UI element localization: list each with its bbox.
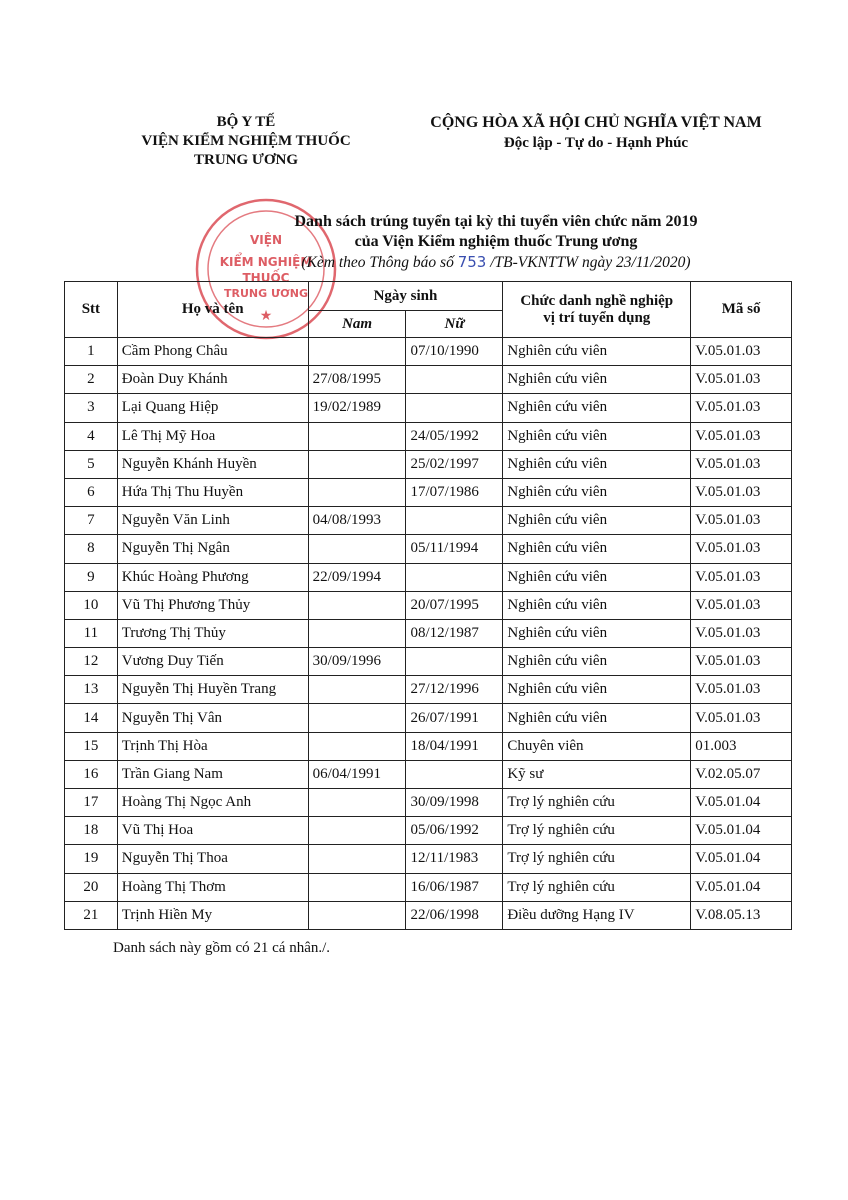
cell-position: Điều dưỡng Hạng IV [503, 901, 691, 929]
cell-birth-male [308, 338, 406, 366]
cell-stt: 5 [65, 450, 118, 478]
cell-name: Trần Giang Nam [117, 760, 308, 788]
table-row [65, 619, 792, 647]
cell-name: Hoàng Thị Ngọc Anh [117, 789, 308, 817]
cell-stt: 9 [65, 563, 118, 591]
table-row [65, 901, 792, 929]
cell-stt: 12 [65, 648, 118, 676]
cell-name: Nguyễn Thị Vân [117, 704, 308, 732]
cell-name: Khúc Hoàng Phương [117, 563, 308, 591]
cell-position: Trợ lý nghiên cứu [503, 873, 691, 901]
cell-birth-female [406, 760, 503, 788]
cell-position: Nghiên cứu viên [503, 563, 691, 591]
cell-birth-male: 22/09/1994 [308, 563, 406, 591]
table-row [65, 394, 792, 422]
cell-name: Nguyễn Thị Thoa [117, 845, 308, 873]
cell-name: Hoàng Thị Thơm [117, 873, 308, 901]
cell-name: Trịnh Hiền My [117, 901, 308, 929]
cell-code: V.05.01.03 [691, 535, 792, 563]
cell-stt: 17 [65, 789, 118, 817]
cell-code: V.02.05.07 [691, 760, 792, 788]
table-row [65, 338, 792, 366]
motto: Độc lập - Tự do - Hạnh Phúc [503, 135, 689, 151]
document-title: Danh sách trúng tuyển tại kỳ thi tuyển viên chức năm 2019 [294, 213, 698, 230]
document-subtitle: của Viện Kiểm nghiệm thuốc Trung ương [354, 233, 638, 250]
cell-name: Vũ Thị Phương Thủy [117, 591, 308, 619]
table-row [65, 366, 792, 394]
table-row [65, 789, 792, 817]
cell-birth-female: 30/09/1998 [406, 789, 503, 817]
table-row [65, 591, 792, 619]
cell-birth-male [308, 732, 406, 760]
cell-birth-female: 17/07/1986 [406, 478, 503, 506]
cell-code: V.05.01.03 [691, 507, 792, 535]
header-position-line-2: vị trí tuyển dụng [543, 309, 651, 326]
cell-birth-male: 30/09/1996 [308, 648, 406, 676]
cell-birth-female: 05/06/1992 [406, 817, 503, 845]
table-row [65, 760, 792, 788]
cell-code: V.05.01.03 [691, 450, 792, 478]
table-row [65, 422, 792, 450]
table-row [65, 450, 792, 478]
table-row [65, 507, 792, 535]
list-summary: Danh sách này gồm có 21 cá nhân./. [113, 940, 331, 956]
cell-name: Nguyễn Văn Linh [117, 507, 308, 535]
cell-stt: 10 [65, 591, 118, 619]
cell-code: V.05.01.03 [691, 478, 792, 506]
cell-name: Vương Duy Tiến [117, 648, 308, 676]
table-row [65, 873, 792, 901]
cell-stt: 13 [65, 676, 118, 704]
cell-code: V.05.01.04 [691, 873, 792, 901]
cell-birth-female: 22/06/1998 [406, 901, 503, 929]
header-position-line-1: Chức danh nghề nghiệp [520, 292, 674, 309]
stamp-line-2: KIỂM NGHIỆM [219, 255, 313, 269]
stamp-line-1: VIỆN [250, 233, 282, 247]
cell-birth-female [406, 366, 503, 394]
reference-suffix: /TB-VKNTTW ngày 23/11/2020) [486, 254, 691, 271]
cell-birth-male [308, 704, 406, 732]
cell-birth-female [406, 648, 503, 676]
header-male: Nam [308, 311, 406, 338]
table-row [65, 845, 792, 873]
cell-position: Kỹ sư [503, 760, 691, 788]
cell-code: V.05.01.03 [691, 591, 792, 619]
cell-position: Nghiên cứu viên [503, 450, 691, 478]
table-row [65, 478, 792, 506]
cell-stt: 1 [65, 338, 118, 366]
cell-position: Nghiên cứu viên [503, 422, 691, 450]
cell-stt: 15 [65, 732, 118, 760]
cell-stt: 19 [65, 845, 118, 873]
header-birth-date: Ngày sinh [308, 282, 503, 311]
cell-name: Vũ Thị Hoa [117, 817, 308, 845]
cell-position: Nghiên cứu viên [503, 535, 691, 563]
cell-code: V.05.01.03 [691, 422, 792, 450]
org-ministry: BỘ Y TẾ [216, 114, 276, 130]
document-title-block [180, 212, 812, 273]
cell-name: Nguyễn Thị Huyền Trang [117, 676, 308, 704]
cell-birth-female: 12/11/1983 [406, 845, 503, 873]
cell-position: Trợ lý nghiên cứu [503, 789, 691, 817]
cell-birth-female: 24/05/1992 [406, 422, 503, 450]
cell-position: Chuyên viên [503, 732, 691, 760]
table-row [65, 676, 792, 704]
table-row [65, 563, 792, 591]
cell-name: Lại Quang Hiệp [117, 394, 308, 422]
table-row [65, 648, 792, 676]
cell-name: Hứa Thị Thu Huyền [117, 478, 308, 506]
cell-code: V.05.01.03 [691, 676, 792, 704]
header-female: Nữ [406, 311, 503, 338]
cell-code: V.05.01.03 [691, 619, 792, 647]
cell-position: Nghiên cứu viên [503, 648, 691, 676]
table-body [65, 338, 792, 930]
cell-birth-female: 05/11/1994 [406, 535, 503, 563]
cell-birth-male [308, 478, 406, 506]
cell-stt: 8 [65, 535, 118, 563]
stamp-line-4: TRUNG ƯƠNG [223, 287, 309, 300]
cell-stt: 7 [65, 507, 118, 535]
cell-stt: 16 [65, 760, 118, 788]
cell-name: Nguyễn Khánh Huyền [117, 450, 308, 478]
cell-birth-male: 04/08/1993 [308, 507, 406, 535]
cell-birth-female: 27/12/1996 [406, 676, 503, 704]
org-institute: VIỆN KIỂM NGHIỆM THUỐC [141, 133, 351, 149]
cell-birth-male: 27/08/1995 [308, 366, 406, 394]
cell-name: Nguyễn Thị Ngân [117, 535, 308, 563]
national-motto [412, 113, 780, 153]
cell-stt: 21 [65, 901, 118, 929]
cell-birth-male [308, 873, 406, 901]
cell-birth-male [308, 422, 406, 450]
cell-birth-male: 06/04/1991 [308, 760, 406, 788]
cell-position: Trợ lý nghiên cứu [503, 845, 691, 873]
cell-birth-male [308, 789, 406, 817]
cell-position: Nghiên cứu viên [503, 338, 691, 366]
cell-birth-male [308, 901, 406, 929]
cell-birth-male [308, 619, 406, 647]
cell-birth-female [406, 507, 503, 535]
reference-prefix: (Kèm theo Thông báo số [301, 254, 458, 271]
cell-stt: 18 [65, 817, 118, 845]
cell-code: V.05.01.04 [691, 845, 792, 873]
header-position [503, 282, 691, 338]
stamp-star-icon: ★ [259, 308, 273, 324]
table-row [65, 732, 792, 760]
cell-birth-male [308, 676, 406, 704]
cell-position: Nghiên cứu viên [503, 704, 691, 732]
table-row [65, 817, 792, 845]
stamp-line-3: THUỐC [242, 271, 290, 285]
table-row [65, 704, 792, 732]
cell-birth-male [308, 450, 406, 478]
cell-stt: 20 [65, 873, 118, 901]
cell-position: Nghiên cứu viên [503, 591, 691, 619]
cell-birth-male [308, 845, 406, 873]
cell-birth-female [406, 563, 503, 591]
handwritten-number: 753 [457, 253, 487, 271]
cell-name: Trương Thị Thủy [117, 619, 308, 647]
table-row [65, 535, 792, 563]
cell-position: Nghiên cứu viên [503, 619, 691, 647]
cell-birth-male [308, 591, 406, 619]
country-name: CỘNG HÒA XÃ HỘI CHỦ NGHĨA VIỆT NAM [430, 114, 762, 131]
cell-code: V.05.01.04 [691, 789, 792, 817]
cell-stt: 14 [65, 704, 118, 732]
cell-code: 01.003 [691, 732, 792, 760]
cell-stt: 11 [65, 619, 118, 647]
document-reference [180, 252, 812, 273]
cell-name: Cầm Phong Châu [117, 338, 308, 366]
cell-stt: 6 [65, 478, 118, 506]
cell-birth-female: 08/12/1987 [406, 619, 503, 647]
cell-stt: 4 [65, 422, 118, 450]
org-level: TRUNG ƯƠNG [193, 152, 299, 168]
header-code: Mã số [691, 282, 792, 338]
cell-birth-female: 25/02/1997 [406, 450, 503, 478]
cell-position: Nghiên cứu viên [503, 676, 691, 704]
cell-code: V.05.01.03 [691, 704, 792, 732]
cell-position: Nghiên cứu viên [503, 507, 691, 535]
cell-code: V.05.01.03 [691, 563, 792, 591]
cell-stt: 2 [65, 366, 118, 394]
cell-birth-male [308, 535, 406, 563]
cell-code: V.08.05.13 [691, 901, 792, 929]
cell-birth-female: 26/07/1991 [406, 704, 503, 732]
cell-code: V.05.01.04 [691, 817, 792, 845]
header-stt: Stt [65, 282, 118, 338]
cell-name: Trịnh Thị Hòa [117, 732, 308, 760]
cell-stt: 3 [65, 394, 118, 422]
cell-code: V.05.01.03 [691, 366, 792, 394]
issuing-organization [110, 113, 382, 170]
cell-position: Nghiên cứu viên [503, 394, 691, 422]
cell-birth-male [308, 817, 406, 845]
cell-birth-female [406, 394, 503, 422]
header-name: Họ và tên [117, 282, 308, 338]
cell-birth-male: 19/02/1989 [308, 394, 406, 422]
cell-birth-female: 20/07/1995 [406, 591, 503, 619]
cell-birth-female: 16/06/1987 [406, 873, 503, 901]
cell-position: Nghiên cứu viên [503, 366, 691, 394]
cell-code: V.05.01.03 [691, 648, 792, 676]
cell-name: Lê Thị Mỹ Hoa [117, 422, 308, 450]
cell-name: Đoàn Duy Khánh [117, 366, 308, 394]
cell-birth-female: 07/10/1990 [406, 338, 503, 366]
cell-code: V.05.01.03 [691, 394, 792, 422]
cell-position: Trợ lý nghiên cứu [503, 817, 691, 845]
table-header-row [65, 282, 792, 311]
recruitment-table [64, 281, 792, 930]
cell-birth-female: 18/04/1991 [406, 732, 503, 760]
cell-code: V.05.01.03 [691, 338, 792, 366]
cell-position: Nghiên cứu viên [503, 478, 691, 506]
